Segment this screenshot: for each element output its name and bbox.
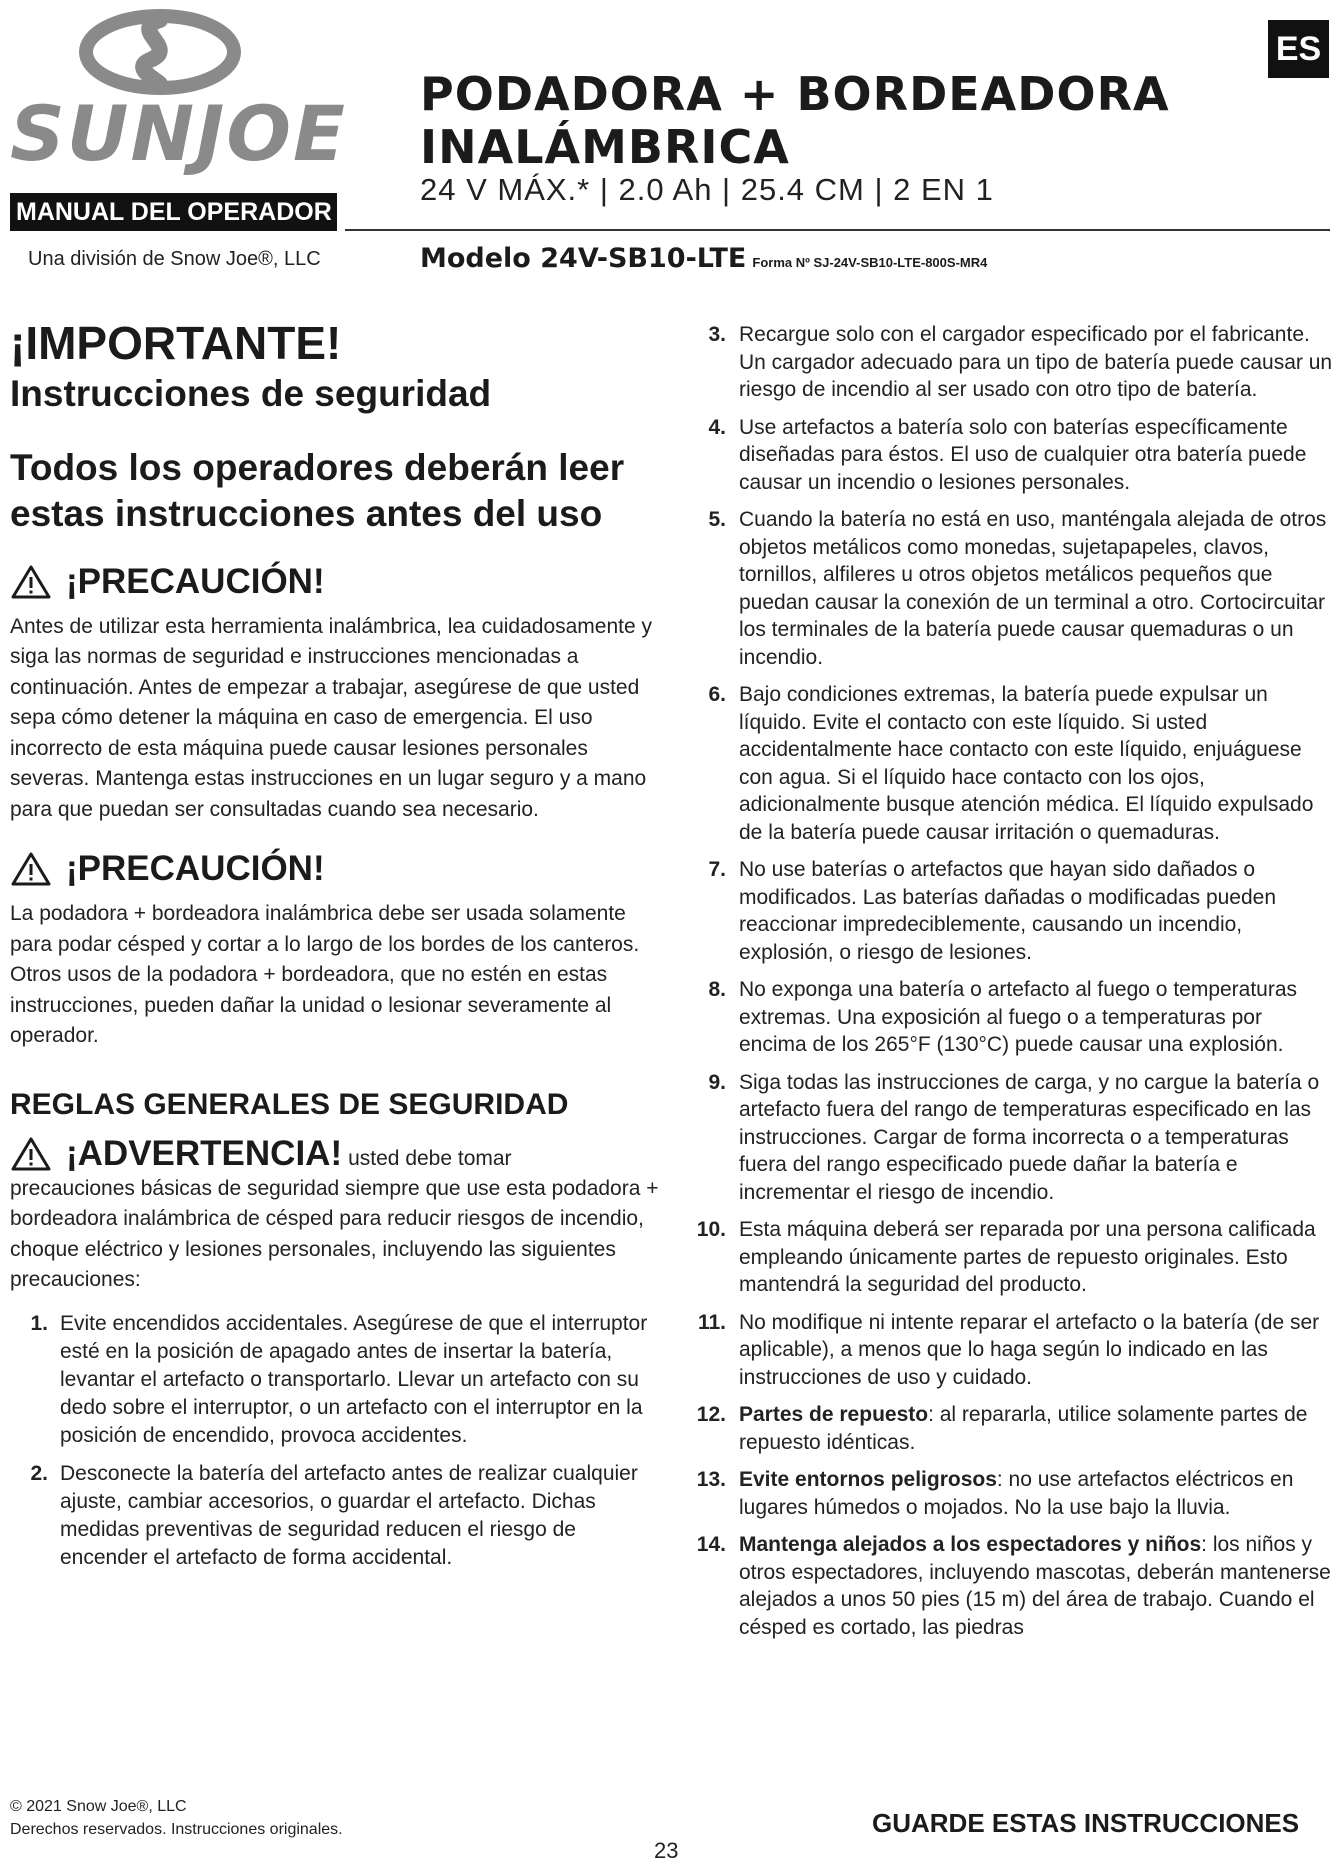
list-item-text: No use baterías o artefactos que hayan sido dañados o modificados. Las baterías dañadas o modificadas pueden reaccionar impredeciblemente, causando un incendio, explosión, o riesgo de lesiones. <box>739 858 1277 964</box>
model-line <box>420 243 987 274</box>
list-item <box>26 1310 660 1450</box>
list-item <box>690 1531 1335 1641</box>
list-item-text <box>739 1531 1335 1641</box>
caution-heading-2 <box>10 849 660 889</box>
copyright-text: © 2021 Snow Joe®, LLC <box>10 1798 187 1815</box>
list-item <box>690 856 1335 966</box>
right-column <box>690 321 1335 1651</box>
language-badge: ES <box>1268 20 1329 78</box>
general-rules-heading: REGLAS GENERALES DE SEGURIDAD <box>10 1087 569 1121</box>
sunjoe-swirl-icon <box>10 8 340 98</box>
product-specs: 24 V MÁX.* | 2.0 Ah | 25.4 CM | 2 EN 1 <box>420 172 994 207</box>
save-instructions-text: GUARDE ESTAS INSTRUCCIONES <box>872 1808 1300 1838</box>
list-item-lead: Mantenga alejados a los espectadores y niños <box>739 1533 1202 1556</box>
safety-list-left <box>26 1310 660 1572</box>
header-divider <box>345 229 1330 231</box>
safety-subtitle: Instrucciones de seguridad <box>10 372 492 414</box>
list-item-lead: Evite entornos peligrosos <box>739 1468 997 1491</box>
list-item <box>690 681 1335 846</box>
list-item-number: 13. <box>696 1468 726 1491</box>
list-item-text: Cuando la batería no está en uso, manténgala alejada de otros objetos metálicos como monedas, sujetapapeles, clavos, tornillos, alfileres u otros objetos metálicos pequeños que puedan causar la conexión de un terminal a otro. Cortocircuitar los terminales de la batería puede causar quemaduras o un incendio. <box>739 508 1327 669</box>
caution-heading-1 <box>10 562 660 602</box>
list-item-text: Evite encendidos accidentales. Asegúrese de que el interruptor esté en la posición de apagado antes de insertar la batería, levantar el artefacto o transportarlo. Llevar un artefacto con su dedo sobre el interruptor, o un artefacto con el interruptor en la posición de encendido, provoca accidentes. <box>60 1311 648 1447</box>
warning-heading <box>10 1134 660 1174</box>
brand-wordmark: SUNJOE <box>10 89 347 178</box>
caution-text-1: Antes de utilizar esta herramienta inalámbrica, lea cuidadosamente y siga las normas de seguridad e instrucciones mencionadas a continuación. Antes de empezar a trabajar, asegúrese de que usted sepa cómo detener la máquina en caso de emergencia. El uso incorrecto de esta máquina puede causar lesiones personales severas. Mantenga estas instrucciones en un lugar seguro y a mano para que puedan ser consultadas cuando sea necesario. <box>10 614 653 821</box>
warning-title: ¡ADVERTENCIA! <box>66 1133 343 1173</box>
page-number: 23 <box>654 1838 679 1863</box>
left-column <box>10 318 660 1582</box>
list-item <box>26 1460 660 1572</box>
sunjoe-logo <box>10 8 347 178</box>
list-item-body: : no use artefactos eléctricos en lugares húmedos o mojados. No la use bajo la lluvia. <box>739 1468 1294 1519</box>
title-line-1: PODADORA + BORDEADORA <box>420 67 1170 121</box>
product-title <box>420 68 1170 174</box>
list-item-text: Use artefactos a batería solo con baterías específicamente diseñadas para éstos. El uso de cualquier otra batería puede causar un incendio o lesiones personales. <box>739 415 1307 494</box>
list-item-text: No modifique ni intente reparar el artefacto o la batería (de ser aplicable), a menos que lo haga según lo indicado en las instrucciones de uso y cuidado. <box>739 1310 1320 1389</box>
list-item-text: Bajo condiciones extremas, la batería puede expulsar un líquido. Evite el contacto con este líquido. Si usted accidentalmente hace contacto con este líquido, enjuáguese con agua. Si el líquido hace contacto con los ojos, adicionalmente busque atención médica. El líquido expulsado de la batería puede causar irritación o quemaduras. <box>739 683 1314 844</box>
list-item <box>690 1069 1335 1207</box>
list-item-number: 7. <box>708 858 726 881</box>
list-item <box>690 506 1335 671</box>
manual-label: MANUAL DEL OPERADOR <box>10 193 337 231</box>
warning-text: precauciones básicas de seguridad siempre que use esta podadora + bordeadora inalámbrica de césped para reducir riesgos de incendio, choque eléctrico y lesiones personales, incluyendo las siguientes precauciones: <box>10 1176 659 1292</box>
division-text: Una división de Snow Joe®, LLC <box>28 248 321 270</box>
caution-text-2: La podadora + bordeadora inalámbrica debe ser usada solamente para podar césped y cortar a lo largo de los bordes de los canteros. Otros usos de la podadora + bordeadora, que no estén en estas instrucciones, pueden dañar la unidad o lesionar severamente al operador. <box>10 902 640 1048</box>
list-item-text <box>739 1401 1335 1456</box>
warning-triangle-icon <box>10 564 52 600</box>
list-item <box>690 321 1335 404</box>
list-item <box>690 414 1335 497</box>
list-item-number: 8. <box>708 978 726 1001</box>
list-item-number: 4. <box>708 415 726 439</box>
list-item-number: 9. <box>708 1070 726 1094</box>
list-item-text <box>739 1466 1335 1521</box>
list-item <box>690 1466 1335 1521</box>
list-item-number: 5. <box>708 508 726 531</box>
list-item <box>690 1216 1335 1299</box>
caution-title-2: ¡PRECAUCIÓN! <box>66 849 325 889</box>
list-item-text: Siga todas las instrucciones de carga, y no cargue la batería o artefacto fuera del rango de temperaturas especificado en las instrucciones. Cargar de forma incorrecta o a temperaturas fuera del rango especificado puede dañar la batería e incrementar el riesgo de incendio. <box>739 1070 1320 1204</box>
form-number: Forma Nº SJ-24V-SB10-LTE-800S-MR4 <box>752 255 988 270</box>
safety-list-right <box>690 321 1335 1641</box>
list-item-number: 14. <box>696 1533 726 1556</box>
all-operators-heading: Todos los operadores deberán leer estas instrucciones antes del uso <box>10 447 625 535</box>
list-item <box>690 1309 1335 1392</box>
warning-inline-text: usted debe tomar <box>348 1146 512 1170</box>
list-item-text: Recargue solo con el cargador especificado por el fabricante. Un cargador adecuado para un tipo de batería puede causar un riesgo de incendio al ser usado con otro tipo de batería. <box>739 323 1333 401</box>
important-heading: ¡IMPORTANTE! <box>10 317 342 369</box>
list-item-lead: Partes de repuesto <box>739 1403 929 1426</box>
list-item-body: : al repararla, utilice solamente partes de repuesto idénticas. <box>739 1403 1308 1454</box>
list-item-body: : los niños y otros espectadores, incluyendo mascotas, deberán mantenerse alejados a unos 50 pies (15 m) del área de trabajo. Cuando el césped es cortado, las piedras <box>739 1533 1331 1639</box>
warning-triangle-icon <box>10 851 52 887</box>
list-item-text: Esta máquina deberá ser reparada por una persona calificada empleando únicamente partes de repuesto originales. Esto mantendrá la seguridad del producto. <box>739 1218 1316 1296</box>
model-number: Modelo 24V-SB10-LTE <box>420 243 747 274</box>
list-item-number: 1. <box>30 1311 48 1335</box>
list-item-number: 11. <box>697 1310 726 1334</box>
title-line-2: INALÁMBRICA <box>420 120 790 174</box>
list-item-number: 6. <box>708 683 726 706</box>
list-item-text: Desconecte la batería del artefacto antes de realizar cualquier ajuste, cambiar accesorios, o guardar el artefacto. Dichas medidas preventivas de seguridad reducen el riesgo de encender el artefacto de forma accidental. <box>60 1461 638 1569</box>
list-item-text: No exponga una batería o artefacto al fuego o temperaturas extremas. Una exposición al fuego o a temperaturas por encima de los 265°F (130°C) puede causar una explosión. <box>739 978 1298 1056</box>
list-item <box>690 1401 1335 1456</box>
list-item-number: 12. <box>696 1403 726 1426</box>
list-item <box>690 976 1335 1059</box>
list-item-number: 3. <box>708 323 726 346</box>
list-item-number: 10. <box>696 1218 726 1241</box>
caution-title-1: ¡PRECAUCIÓN! <box>66 561 325 601</box>
rights-text: Derechos reservados. Instrucciones originales. <box>10 1821 343 1838</box>
list-item-number: 2. <box>30 1461 48 1485</box>
footer-copyright-block <box>10 1795 343 1841</box>
warning-triangle-icon <box>10 1136 52 1172</box>
